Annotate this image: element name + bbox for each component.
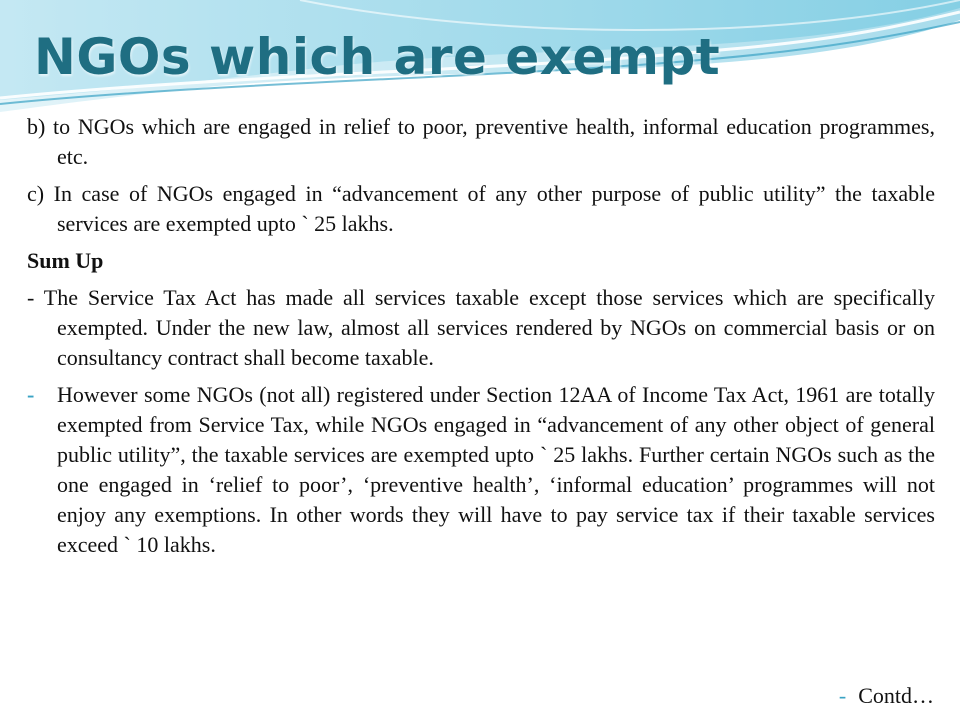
paragraph-b: b) to NGOs which are engaged in relief to poor, preventive health, informal education programmes, etc.: [27, 114, 935, 169]
contd-text: Contd…: [858, 683, 934, 708]
slide-body: [27, 112, 935, 567]
sum-up-heading: Sum Up: [27, 248, 104, 273]
sum-up-first-paragraph: - The Service Tax Act has made all services taxable except those services which are specifically exempted. Under the new law, almost all services rendered by NGOs on commercial basis or on consultancy contract shall become taxable.: [27, 285, 935, 370]
continued-marker: [839, 683, 934, 709]
paragraph-c: c) In case of NGOs engaged in “advancement of any other purpose of public utility” the taxable services are exempted upto ` 25 lakhs.: [27, 181, 935, 236]
slide-title: NGOs which are exempt: [34, 28, 721, 86]
bullet-marker: -: [27, 382, 35, 407]
bullet-text: However some NGOs (not all) registered under Section 12AA of Income Tax Act, 1961 are totally exempted from Service Tax, while NGOs engaged in “advancement of any other object of general public utility”, the taxable services are exempted upto ` 25 lakhs. Further certain NGOs such as the one engaged in ‘relief to poor’, ‘preventive health’, ‘informal education’ programmes will not enjoy any exemptions. In other words they will have to pay service tax if their taxable services exceed ` 10 lakhs.: [57, 382, 935, 557]
bullet-item-exemptions: [27, 380, 935, 560]
contd-bullet-marker: -: [838, 683, 847, 708]
